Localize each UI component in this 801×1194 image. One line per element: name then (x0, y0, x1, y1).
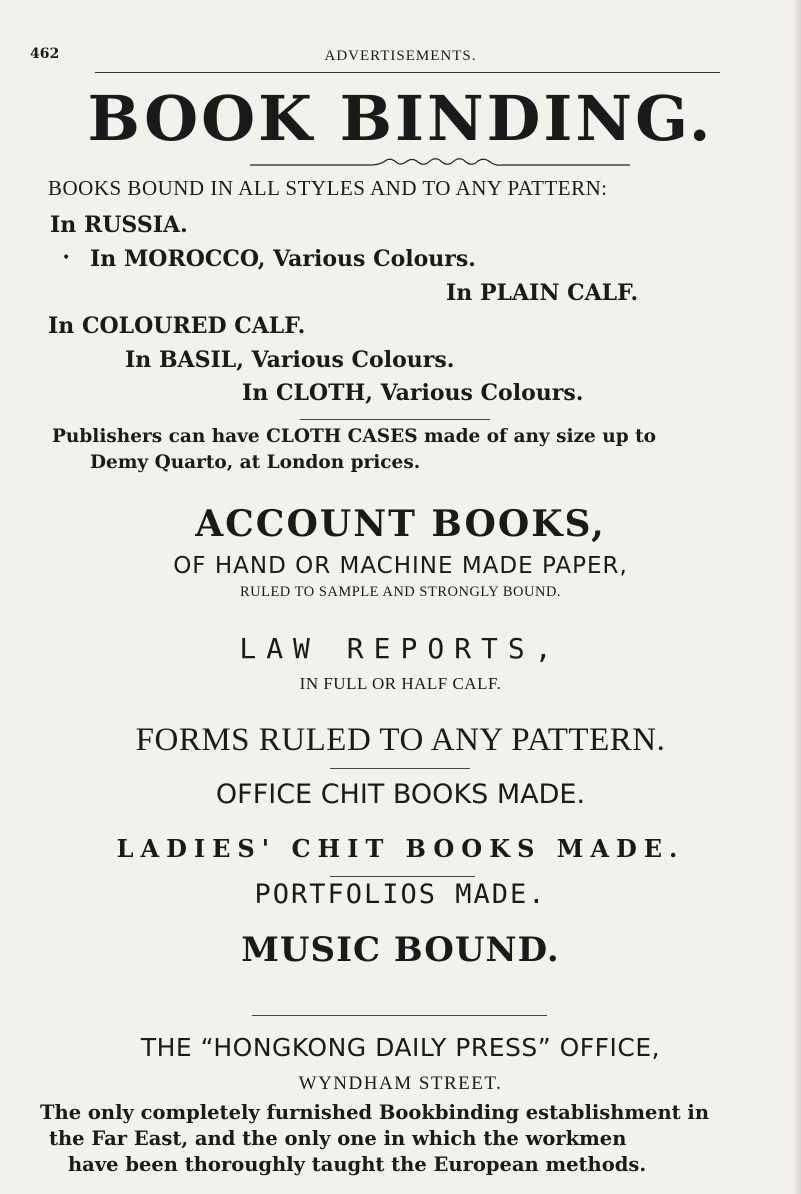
law-reports-heading: LAW REPORTS, (239, 632, 562, 665)
binding-coloured-calf: In COLOURED CALF. (48, 313, 306, 339)
section-rule (252, 1015, 547, 1016)
binding-intro: BOOKS BOUND IN ALL STYLES AND TO ANY PATTERN: (48, 176, 608, 200)
binding-russia: In RUSSIA. (50, 212, 188, 238)
office-name: THE “HONGKONG DAILY PRESS” OFFICE, (140, 1033, 661, 1062)
office-chit-books: OFFICE CHIT BOOKS MADE. (215, 779, 586, 810)
page-number: 462 (30, 46, 60, 62)
account-books-subheading: OF HAND OR MACHINE MADE PAPER, (173, 553, 628, 579)
account-books-detail: RULED TO SAMPLE AND STRONGLY BOUND. (239, 584, 562, 600)
closing-line-1: The only completely furnished Bookbinding establishment in (40, 1101, 710, 1124)
publishers-line-1: Publishers can have CLOTH CASES made of any size up to (52, 426, 656, 447)
binding-cloth: In CLOTH, Various Colours. (242, 380, 584, 406)
closing-line-2: the Far East, and the only one in which the workmen (49, 1127, 627, 1150)
bullet-mark: • (62, 250, 71, 266)
page-title: BOOK BINDING. (87, 82, 714, 155)
music-bound: MUSIC BOUND. (241, 930, 560, 970)
publishers-line-2: Demy Quarto, at London prices. (90, 452, 421, 473)
header-rule (95, 72, 720, 73)
section-rule (330, 876, 475, 877)
page-edge-shadow (792, 0, 801, 1194)
portfolios-made: PORTFOLIOS MADE. (254, 879, 547, 910)
binding-basil: In BASIL, Various Colours. (125, 347, 455, 373)
closing-line-3: have been thoroughly taught the European methods. (68, 1153, 647, 1176)
binding-morocco: In MOROCCO, Various Colours. (90, 246, 476, 272)
section-rule (300, 419, 490, 420)
section-rule (330, 768, 470, 769)
account-books-heading: ACCOUNT BOOKS, (195, 503, 606, 545)
decorative-flourish-icon (250, 156, 630, 170)
binding-plain-calf: In PLAIN CALF. (446, 280, 639, 306)
law-reports-detail: IN FULL OR HALF CALF. (299, 674, 502, 693)
office-street: WYNDHAM STREET. (298, 1073, 503, 1094)
forms-heading: FORMS RULED TO ANY PATTERN. (135, 722, 666, 758)
ladies-chit-books: LADIES' CHIT BOOKS MADE. (116, 834, 685, 863)
running-title: ADVERTISEMENTS. (324, 48, 477, 64)
